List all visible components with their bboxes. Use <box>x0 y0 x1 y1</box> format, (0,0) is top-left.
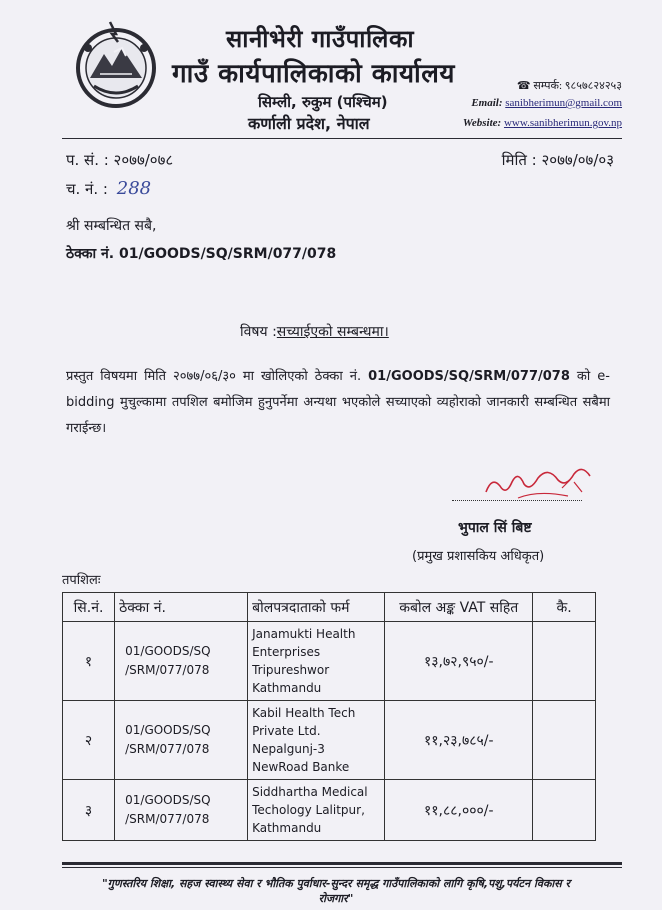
website-link[interactable]: www.sanibherimun.gov.np <box>503 117 622 129</box>
row-firm: Kabil Health Tech Private Ltd. Nepalgunj-3 NewRoad Banke <box>248 701 385 780</box>
header-divider <box>62 138 622 139</box>
row-contract: 01/GOODS/SQ /SRM/077/078 <box>115 701 248 780</box>
body-tender: 01/GOODS/SQ/SRM/077/078 <box>368 369 570 384</box>
col-amount: कबोल अङ्क VAT सहित <box>385 593 533 622</box>
col-serial: सि.नं. <box>63 593 115 622</box>
row-firm: Siddhartha Medical Techology Lalitpur, Kathmandu <box>248 780 385 841</box>
contact-email <box>471 97 622 109</box>
executive-office-title: गाउँ कार्यपालिकाको कार्यालय <box>172 59 455 89</box>
row-serial: १ <box>63 622 115 701</box>
recipient: श्री सम्बन्धित सबै, <box>66 218 157 234</box>
row-amount: ११,२३,७८५/- <box>385 701 533 780</box>
row-remarks <box>533 622 596 701</box>
body-part-2: को e-bidding मुचुल्कामा तपशिल बमोजिम हुनुपर्नेमा अन्यथा भएकोले सच्याएको व्यहोराको जानकारी सम्बन्धित सबैमा गराईन्छ। <box>66 369 610 436</box>
footer-divider-thin <box>62 867 622 868</box>
address-line-1: सिम्ली, रुकुम (पश्चिम) <box>258 93 388 111</box>
chalani-value: 288 <box>116 178 152 199</box>
row-serial: ३ <box>63 780 115 841</box>
row-remarks <box>533 780 596 841</box>
subject-text: सच्याईएको सम्बन्धमा। <box>276 324 389 340</box>
footer-divider-thick <box>62 862 622 865</box>
footer-slogan: "गुणस्तरिय शिक्षा, सहज स्वास्थ्य सेवा र भौतिक पुर्वाधार-सुन्दर समृद्ध गाउँपालिकाको लागि कृषि,पशु,पर्यटन विकास र रोजगार" <box>101 877 571 905</box>
body-part-1: प्रस्तुत विषयमा मिति २०७७/०६/३० मा खोलिएको ठेक्का नं. <box>66 369 362 384</box>
row-remarks <box>533 701 596 780</box>
chalani-label: च. नं. : <box>66 180 108 198</box>
subject-label: विषय : <box>240 324 277 340</box>
signature-icon <box>478 452 598 512</box>
contact-phone: ☎ सम्पर्क: ९८५७८२४२५३ <box>516 80 622 92</box>
row-firm: Janamukti Health Enterprises Tripureshwor Kathmandu <box>248 622 385 701</box>
signatory-title: (प्रमुख प्रशासकिय अधिकृत) <box>412 549 545 564</box>
details-label: तपशिलः <box>62 573 101 588</box>
address-line-2: कर्णाली प्रदेश, नेपाल <box>248 114 370 133</box>
col-remarks: कै. <box>533 593 596 622</box>
table-row <box>63 622 596 701</box>
email-label: Email: <box>471 97 503 109</box>
signature-line <box>452 500 582 501</box>
row-contract: 01/GOODS/SQ /SRM/077/078 <box>115 780 248 841</box>
row-serial: २ <box>63 701 115 780</box>
subject-line <box>240 322 389 341</box>
body-paragraph <box>66 364 610 442</box>
table-header-row <box>63 593 596 622</box>
row-contract: 01/GOODS/SQ /SRM/077/078 <box>115 622 248 701</box>
signatory-name: भुपाल सिं बिष्ट <box>458 520 532 536</box>
nepal-emblem-icon <box>70 18 162 110</box>
letter-date: मिति : २०७७/०७/०३ <box>501 151 614 169</box>
details-table <box>62 592 596 841</box>
office-name: सानीभेरी गाउँपालिका <box>226 25 415 53</box>
tender-reference: ठेक्का नं. 01/GOODS/SQ/SRM/077/078 <box>66 246 337 262</box>
row-amount: १३,७२,९५०/- <box>385 622 533 701</box>
contact-website <box>463 117 622 129</box>
col-contract: ठेक्का नं. <box>115 593 248 622</box>
website-label: Website: <box>462 117 502 129</box>
col-firm: बोलपत्रदाताको फर्म <box>248 593 385 622</box>
table-row <box>63 780 596 841</box>
chalani-number <box>66 178 151 199</box>
table-row <box>63 701 596 780</box>
patra-sankhya: प. सं. : २०७७/०७८ <box>66 151 174 169</box>
row-amount: ११,८८,०००/- <box>385 780 533 841</box>
email-link[interactable]: sanibherimun@gmail.com <box>505 97 622 109</box>
